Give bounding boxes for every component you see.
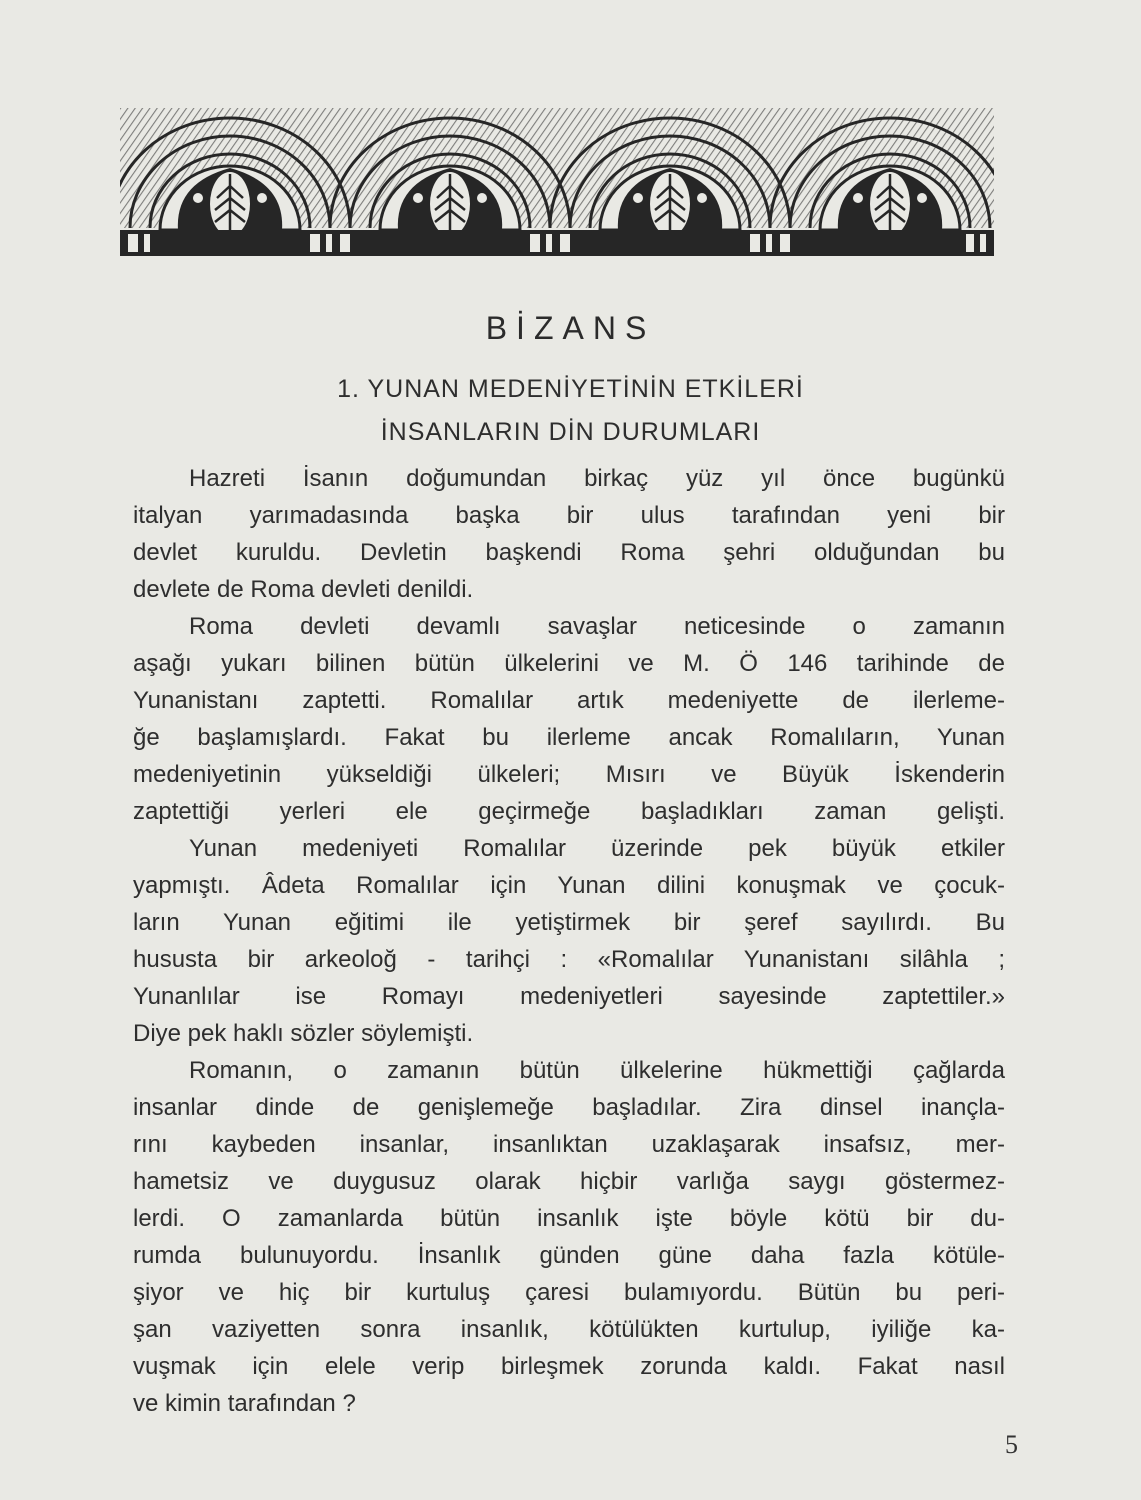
text-line: hametsiz ve duygusuz olarak hiçbir varlığa saygı göstermez- [133,1168,1005,1195]
text-line: Yunanistanı zaptetti. Romalılar artık medeniyette de ilerleme- [133,687,1005,714]
text-line: vuşmak için elele verip birleşmek zorunda kaldı. Fakat nasıl [133,1353,1005,1380]
section-heading-line-2: İNSANLARIN DİN DURUMLARI [380,418,761,446]
text-line: insanlar dinde de genişlemeğe başladılar. Zira dinsel inançla- [133,1094,1005,1121]
text-line: italyan yarımadasında başka bir ulus tarafından yeni bir [133,502,1005,529]
text-line: şan vaziyetten sonra insanlık, kötülükten kurtulup, iyiliğe ka- [133,1316,1005,1343]
body-text [133,460,1005,1422]
chapter-title: BİZANS [485,310,656,346]
decorative-arch-border [120,108,994,256]
text-line: zaptettiği yerleri ele geçirmeğe başladıkları zaman gelişti. [133,798,1005,825]
text-line: hususta bir arkeoloğ - tarihçi : «Romalılar Yunanistanı silâhla ; [133,946,1005,973]
text-line: Roma devleti devamlı savaşlar neticesinde o zamanın [189,613,1005,640]
text-line: yapmıştı. Âdeta Romalılar için Yunan dilini konuşmak ve çocuk- [133,872,1005,899]
page-number: 5 [1005,1430,1018,1459]
text-line: devlet kuruldu. Devletin başkendi Roma şehri olduğundan bu [133,539,1005,566]
section-heading-line-1: 1. YUNAN MEDENİYETİNİN ETKİLERİ [337,375,804,403]
text-line: Diye pek haklı sözler söylemişti. [133,1020,474,1047]
text-line: şiyor ve hiç bir kurtuluş çaresi bulamıyordu. Bütün bu peri- [133,1279,1005,1306]
text-line: lerdi. O zamanlarda bütün insanlık işte böyle kötü bir du- [133,1205,1005,1232]
text-line: Yunan medeniyeti Romalılar üzerinde pek büyük etkiler [189,835,1005,862]
text-line: rını kaybeden insanlar, insanlıktan uzaklaşarak insafsız, mer- [133,1131,1005,1158]
text-line: ve kimin tarafından ? [133,1390,356,1417]
text-line: Hazreti İsanın doğumundan birkaç yüz yıl önce bugünkü [189,465,1005,492]
text-line: devlete de Roma devleti denildi. [133,576,474,603]
text-line: medeniyetinin yükseldiği ülkeleri; Mısırı ve Büyük İskenderin [133,761,1005,788]
text-line: ğe başlamışlardı. Fakat bu ilerleme ancak Romalıların, Yunan [133,724,1005,751]
text-line: ların Yunan eğitimi ile yetiştirmek bir şeref sayılırdı. Bu [133,909,1005,936]
text-line: Romanın, o zamanın bütün ülkelerine hükmettiği çağlarda [189,1057,1005,1084]
text-line: aşağı yukarı bilinen bütün ülkelerini ve M. Ö 146 tarihinde de [133,650,1005,677]
text-line: Yunanlılar ise Romayı medeniyetleri sayesinde zaptettiler.» [133,983,1005,1010]
text-line: rumda bulunuyordu. İnsanlık günden güne daha fazla kötüle- [133,1242,1005,1269]
